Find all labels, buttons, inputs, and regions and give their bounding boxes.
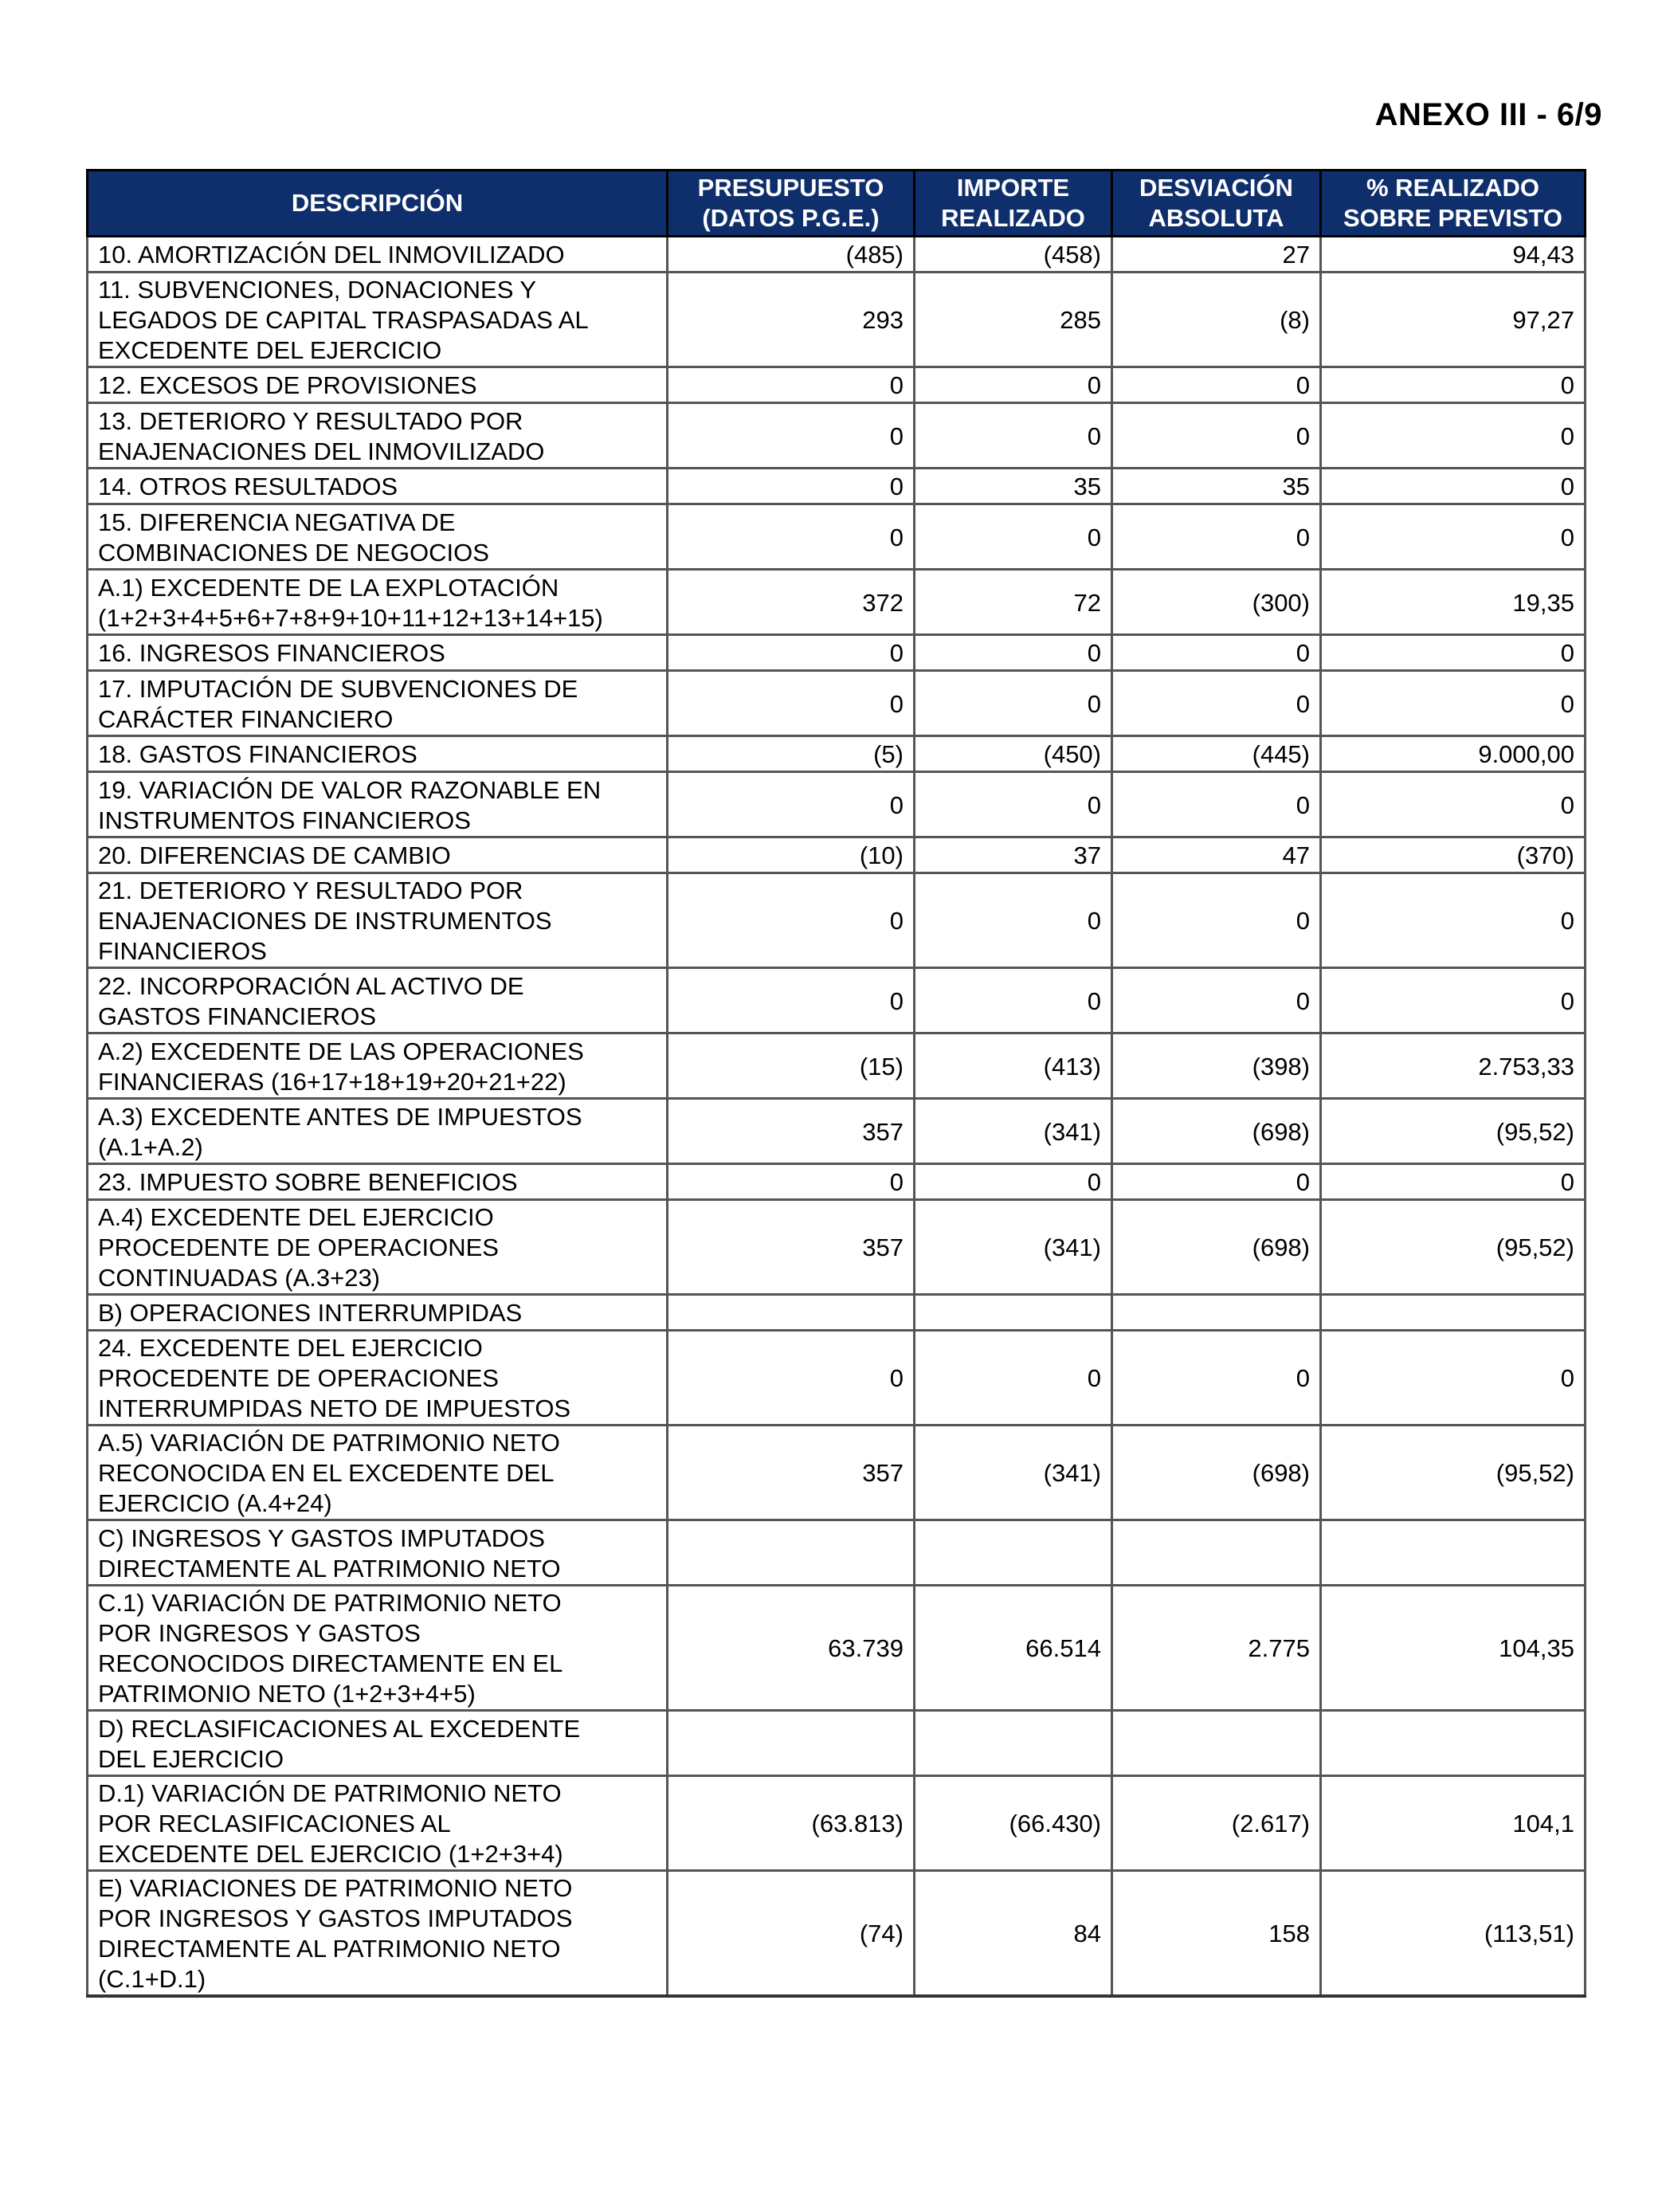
cell-desviacion [1112, 1295, 1321, 1331]
cell-descripcion: 15. DIFERENCIA NEGATIVA DE COMBINACIONES DE NEGOCIOS [88, 504, 668, 570]
cell-importe-realizado [915, 1295, 1112, 1331]
cell-desviacion: 0 [1112, 1331, 1321, 1426]
cell-descripcion: 19. VARIACIÓN DE VALOR RAZONABLE EN INSTRUMENTOS FINANCIEROS [88, 772, 668, 837]
cell-importe-realizado: 84 [915, 1871, 1112, 1997]
cell-presupuesto: (5) [668, 736, 915, 772]
table-row [88, 1776, 1586, 1871]
cell-importe-realizado: (450) [915, 736, 1112, 772]
cell-importe-realizado: 285 [915, 273, 1112, 367]
cell-presupuesto: 0 [668, 671, 915, 736]
cell-porcentaje: (113,51) [1321, 1871, 1586, 1997]
cell-importe-realizado: 0 [915, 504, 1112, 570]
cell-descripcion: 11. SUBVENCIONES, DONACIONES Y LEGADOS DE CAPITAL TRASPASADAS AL EXCEDENTE DEL EJERCICIO [88, 273, 668, 367]
cell-importe-realizado: 0 [915, 772, 1112, 837]
cell-presupuesto: (485) [668, 237, 915, 273]
cell-desviacion: 0 [1112, 968, 1321, 1033]
cell-presupuesto [668, 1520, 915, 1586]
cell-desviacion: 47 [1112, 837, 1321, 873]
table-row [88, 273, 1586, 367]
table-row [88, 1711, 1586, 1776]
cell-desviacion: (698) [1112, 1099, 1321, 1164]
cell-porcentaje: 0 [1321, 504, 1586, 570]
cell-presupuesto: 0 [668, 469, 915, 504]
cell-importe-realizado: (66.430) [915, 1776, 1112, 1871]
header-presupuesto: PRESUPUESTO (DATOS P.G.E.) [668, 171, 915, 237]
table-row [88, 504, 1586, 570]
cell-presupuesto: 0 [668, 873, 915, 968]
cell-importe-realizado [915, 1711, 1112, 1776]
cell-porcentaje: 0 [1321, 772, 1586, 837]
cell-importe-realizado: (458) [915, 237, 1112, 273]
cell-desviacion: 0 [1112, 1164, 1321, 1200]
table-row [88, 1200, 1586, 1295]
cell-importe-realizado: 0 [915, 873, 1112, 968]
cell-desviacion: 0 [1112, 772, 1321, 837]
cell-descripcion: 10. AMORTIZACIÓN DEL INMOVILIZADO [88, 237, 668, 273]
table-row [88, 570, 1586, 635]
cell-porcentaje: 97,27 [1321, 273, 1586, 367]
cell-importe-realizado: 72 [915, 570, 1112, 635]
cell-importe-realizado: 0 [915, 968, 1112, 1033]
cell-descripcion: A.5) VARIACIÓN DE PATRIMONIO NETO RECONOCIDA EN EL EXCEDENTE DEL EJERCICIO (A.4+24) [88, 1426, 668, 1520]
cell-presupuesto: 357 [668, 1426, 915, 1520]
header-porcentaje-realizado: % REALIZADO SOBRE PREVISTO [1321, 171, 1586, 237]
cell-descripcion: 22. INCORPORACIÓN AL ACTIVO DE GASTOS FINANCIEROS [88, 968, 668, 1033]
cell-descripcion: B) OPERACIONES INTERRUMPIDAS [88, 1295, 668, 1331]
cell-importe-realizado: 0 [915, 671, 1112, 736]
cell-porcentaje: 9.000,00 [1321, 736, 1586, 772]
cell-descripcion: 13. DETERIORO Y RESULTADO POR ENAJENACIONES DEL INMOVILIZADO [88, 403, 668, 469]
cell-desviacion: 2.775 [1112, 1586, 1321, 1711]
table-row [88, 671, 1586, 736]
cell-porcentaje: 104,1 [1321, 1776, 1586, 1871]
cell-desviacion: (698) [1112, 1200, 1321, 1295]
cell-porcentaje [1321, 1711, 1586, 1776]
cell-importe-realizado [915, 1520, 1112, 1586]
cell-importe-realizado: 0 [915, 367, 1112, 403]
header-row [88, 171, 1586, 237]
header-descripcion: DESCRIPCIÓN [88, 171, 668, 237]
cell-importe-realizado: 35 [915, 469, 1112, 504]
table-row [88, 1586, 1586, 1711]
cell-descripcion: 14. OTROS RESULTADOS [88, 469, 668, 504]
cell-desviacion: (300) [1112, 570, 1321, 635]
header-importe-realizado: IMPORTE REALIZADO [915, 171, 1112, 237]
cell-importe-realizado: (413) [915, 1033, 1112, 1099]
cell-desviacion: 0 [1112, 367, 1321, 403]
cell-porcentaje: 0 [1321, 873, 1586, 968]
cell-descripcion: 16. INGRESOS FINANCIEROS [88, 635, 668, 671]
table-row [88, 1033, 1586, 1099]
cell-desviacion: (8) [1112, 273, 1321, 367]
cell-desviacion: (698) [1112, 1426, 1321, 1520]
cell-presupuesto: (15) [668, 1033, 915, 1099]
cell-importe-realizado: (341) [915, 1200, 1112, 1295]
cell-descripcion: A.1) EXCEDENTE DE LA EXPLOTACIÓN (1+2+3+4+5+6+7+8+9+10+11+12+13+14+15) [88, 570, 668, 635]
cell-porcentaje: 0 [1321, 469, 1586, 504]
cell-desviacion: 0 [1112, 671, 1321, 736]
cell-desviacion [1112, 1520, 1321, 1586]
cell-descripcion: 18. GASTOS FINANCIEROS [88, 736, 668, 772]
cell-desviacion: (2.617) [1112, 1776, 1321, 1871]
cell-descripcion: 24. EXCEDENTE DEL EJERCICIO PROCEDENTE DE OPERACIONES INTERRUMPIDAS NETO DE IMPUESTOS [88, 1331, 668, 1426]
cell-descripcion: C) INGRESOS Y GASTOS IMPUTADOS DIRECTAMENTE AL PATRIMONIO NETO [88, 1520, 668, 1586]
cell-porcentaje: 0 [1321, 635, 1586, 671]
cell-desviacion: (398) [1112, 1033, 1321, 1099]
table-row [88, 1331, 1586, 1426]
cell-presupuesto: 0 [668, 968, 915, 1033]
cell-porcentaje: 0 [1321, 968, 1586, 1033]
cell-porcentaje [1321, 1520, 1586, 1586]
cell-descripcion: A.4) EXCEDENTE DEL EJERCICIO PROCEDENTE DE OPERACIONES CONTINUADAS (A.3+23) [88, 1200, 668, 1295]
cell-desviacion [1112, 1711, 1321, 1776]
cell-porcentaje: 0 [1321, 1164, 1586, 1200]
cell-descripcion: 12. EXCESOS DE PROVISIONES [88, 367, 668, 403]
cell-descripcion: E) VARIACIONES DE PATRIMONIO NETO POR INGRESOS Y GASTOS IMPUTADOS DIRECTAMENTE AL PATRIMONIO NETO (C.1+D.1) [88, 1871, 668, 1997]
table-row [88, 237, 1586, 273]
cell-presupuesto: 0 [668, 1164, 915, 1200]
table-row [88, 1871, 1586, 1997]
cell-presupuesto: 0 [668, 635, 915, 671]
cell-descripcion: D) RECLASIFICACIONES AL EXCEDENTE DEL EJERCICIO [88, 1711, 668, 1776]
table-row [88, 837, 1586, 873]
cell-importe-realizado: 66.514 [915, 1586, 1112, 1711]
table-row [88, 1295, 1586, 1331]
table-row [88, 469, 1586, 504]
cell-importe-realizado: 0 [915, 403, 1112, 469]
table-row [88, 367, 1586, 403]
cell-porcentaje: (95,52) [1321, 1426, 1586, 1520]
cell-porcentaje: 0 [1321, 1331, 1586, 1426]
cell-presupuesto: 0 [668, 772, 915, 837]
cell-desviacion: 0 [1112, 504, 1321, 570]
cell-desviacion: (445) [1112, 736, 1321, 772]
cell-importe-realizado: 37 [915, 837, 1112, 873]
cell-presupuesto: (10) [668, 837, 915, 873]
cell-presupuesto: (74) [668, 1871, 915, 1997]
cell-presupuesto: 0 [668, 504, 915, 570]
cell-porcentaje: 19,35 [1321, 570, 1586, 635]
cell-importe-realizado: 0 [915, 635, 1112, 671]
cell-porcentaje: (95,52) [1321, 1099, 1586, 1164]
cell-desviacion: 0 [1112, 873, 1321, 968]
table-row [88, 403, 1586, 469]
cell-porcentaje: (95,52) [1321, 1200, 1586, 1295]
table-body [88, 237, 1586, 1997]
cell-presupuesto: 0 [668, 1331, 915, 1426]
cell-importe-realizado: (341) [915, 1426, 1112, 1520]
cell-presupuesto [668, 1711, 915, 1776]
cell-presupuesto: 372 [668, 570, 915, 635]
cell-importe-realizado: (341) [915, 1099, 1112, 1164]
cell-porcentaje: 104,35 [1321, 1586, 1586, 1711]
budget-execution-table [86, 169, 1586, 1998]
cell-desviacion: 27 [1112, 237, 1321, 273]
table-header [88, 171, 1586, 237]
table-row [88, 635, 1586, 671]
page-title: ANEXO III - 6/9 [1374, 97, 1602, 132]
cell-desviacion: 0 [1112, 635, 1321, 671]
cell-presupuesto: (63.813) [668, 1776, 915, 1871]
cell-importe-realizado: 0 [915, 1331, 1112, 1426]
cell-descripcion: A.3) EXCEDENTE ANTES DE IMPUESTOS (A.1+A.2) [88, 1099, 668, 1164]
cell-importe-realizado: 0 [915, 1164, 1112, 1200]
cell-presupuesto: 293 [668, 273, 915, 367]
cell-desviacion: 35 [1112, 469, 1321, 504]
cell-presupuesto: 357 [668, 1200, 915, 1295]
cell-descripcion: A.2) EXCEDENTE DE LAS OPERACIONES FINANCIERAS (16+17+18+19+20+21+22) [88, 1033, 668, 1099]
table-row [88, 1520, 1586, 1586]
table-row [88, 736, 1586, 772]
cell-descripcion: 17. IMPUTACIÓN DE SUBVENCIONES DE CARÁCTER FINANCIERO [88, 671, 668, 736]
cell-porcentaje: 94,43 [1321, 237, 1586, 273]
cell-descripcion: 23. IMPUESTO SOBRE BENEFICIOS [88, 1164, 668, 1200]
cell-presupuesto: 63.739 [668, 1586, 915, 1711]
cell-presupuesto: 0 [668, 403, 915, 469]
cell-porcentaje [1321, 1295, 1586, 1331]
cell-porcentaje: 0 [1321, 671, 1586, 736]
cell-descripcion: D.1) VARIACIÓN DE PATRIMONIO NETO POR RECLASIFICACIONES AL EXCEDENTE DEL EJERCICIO (1+2+3+4) [88, 1776, 668, 1871]
table-row [88, 1099, 1586, 1164]
cell-porcentaje: 2.753,33 [1321, 1033, 1586, 1099]
cell-descripcion: 20. DIFERENCIAS DE CAMBIO [88, 837, 668, 873]
cell-descripcion: 21. DETERIORO Y RESULTADO POR ENAJENACIONES DE INSTRUMENTOS FINANCIEROS [88, 873, 668, 968]
table-row [88, 1426, 1586, 1520]
table-row [88, 968, 1586, 1033]
cell-desviacion: 0 [1112, 403, 1321, 469]
header-desviacion-absoluta: DESVIACIÓN ABSOLUTA [1112, 171, 1321, 237]
cell-descripcion: C.1) VARIACIÓN DE PATRIMONIO NETO POR INGRESOS Y GASTOS RECONOCIDOS DIRECTAMENTE EN EL PATRIMONIO NETO (1+2+3+4+5) [88, 1586, 668, 1711]
cell-porcentaje: 0 [1321, 403, 1586, 469]
cell-presupuesto [668, 1295, 915, 1331]
table-row [88, 873, 1586, 968]
cell-presupuesto: 0 [668, 367, 915, 403]
cell-presupuesto: 357 [668, 1099, 915, 1164]
table-row [88, 772, 1586, 837]
cell-desviacion: 158 [1112, 1871, 1321, 1997]
table-row [88, 1164, 1586, 1200]
cell-porcentaje: (370) [1321, 837, 1586, 873]
cell-porcentaje: 0 [1321, 367, 1586, 403]
